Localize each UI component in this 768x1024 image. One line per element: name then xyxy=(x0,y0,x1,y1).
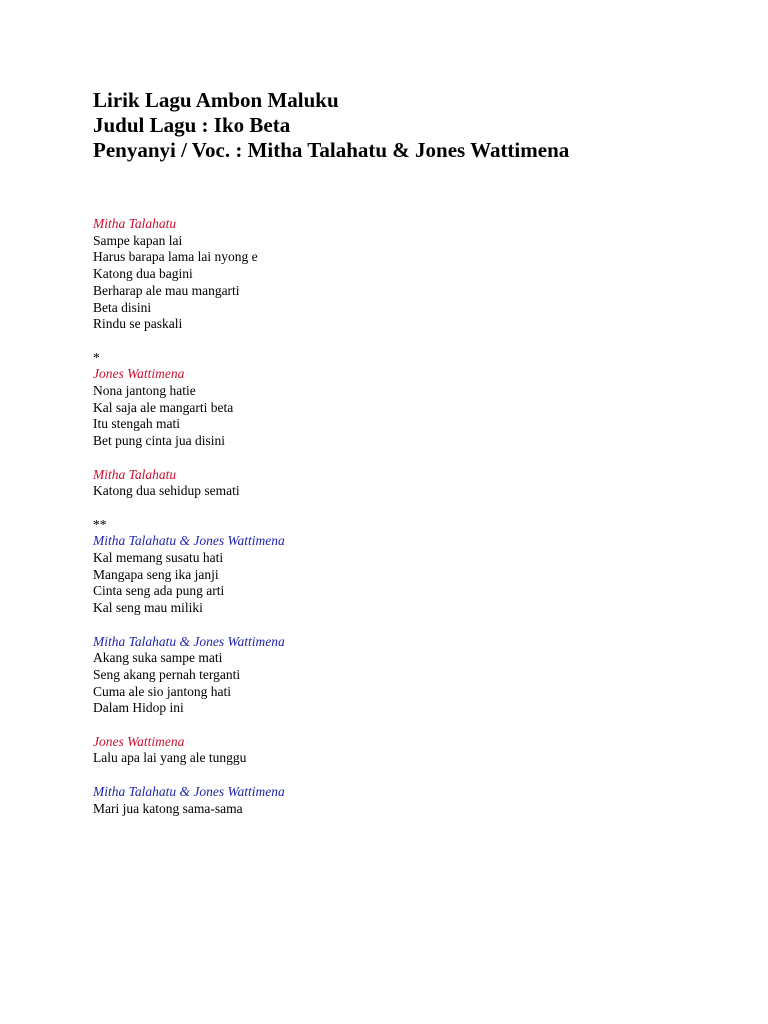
lyric-block xyxy=(93,517,733,617)
section-marker: ** xyxy=(93,516,107,532)
singer-label: Mitha Talahatu & Jones Wattimena xyxy=(93,533,285,549)
lyric-line: Beta disini xyxy=(93,299,152,315)
lyric-line: Lalu apa lai yang ale tunggu xyxy=(93,750,247,766)
lyric-line: Nona jantong hatie xyxy=(93,383,196,399)
section-marker: * xyxy=(93,349,100,365)
song-title: Judul Lagu : Iko Beta xyxy=(93,113,291,137)
lyric-line: Itu stengah mati xyxy=(93,416,180,432)
lyric-line: Harus barapa lama lai nyong e xyxy=(93,249,258,265)
lyric-line: Sampe kapan lai xyxy=(93,232,183,248)
lyric-line: Mari jua katong sama-sama xyxy=(93,800,243,816)
lyric-line: Katong dua sehidup semati xyxy=(93,483,240,499)
lyric-line: Mangapa seng ika janji xyxy=(93,566,219,582)
lyric-line: Kal memang susatu hati xyxy=(93,550,224,566)
singers-heading: Penyanyi / Voc. : Mitha Talahatu & Jones Wattimena xyxy=(93,138,570,162)
lyric-line: Berharap ale mau mangarti xyxy=(93,282,240,298)
lyric-line: Bet pung cinta jua disini xyxy=(93,433,225,449)
singer-label: Jones Wattimena xyxy=(93,733,185,749)
singer-label: Mitha Talahatu xyxy=(93,216,177,231)
lyric-line: Seng akang pernah terganti xyxy=(93,666,241,682)
lyric-line: Cuma ale sio jantong hati xyxy=(93,683,231,699)
singer-label: Mitha Talahatu & Jones Wattimena xyxy=(93,783,285,799)
lyric-block xyxy=(93,467,733,500)
page-title: Lirik Lagu Ambon Maluku xyxy=(93,88,339,112)
document-header xyxy=(93,88,733,163)
lyric-block xyxy=(93,216,733,333)
lyric-line: Katong dua bagini xyxy=(93,266,193,282)
singer-label: Jones Wattimena xyxy=(93,366,185,382)
lyric-block xyxy=(93,784,733,817)
lyric-line: Cinta seng ada pung arti xyxy=(93,583,225,599)
lyric-line: Kal saja ale mangarti beta xyxy=(93,399,234,415)
lyric-line: Dalam Hidop ini xyxy=(93,700,184,716)
lyric-line: Akang suka sampe mati xyxy=(93,650,223,666)
lyric-block xyxy=(93,734,733,767)
lyric-line: Rindu se paskali xyxy=(93,316,183,332)
lyric-block xyxy=(93,350,733,450)
lyrics-body xyxy=(93,216,733,817)
lyric-block xyxy=(93,634,733,718)
singer-label: Mitha Talahatu xyxy=(93,466,177,482)
document-page xyxy=(93,88,733,834)
singer-label: Mitha Talahatu & Jones Wattimena xyxy=(93,633,285,649)
lyric-line: Kal seng mau miliki xyxy=(93,600,203,616)
